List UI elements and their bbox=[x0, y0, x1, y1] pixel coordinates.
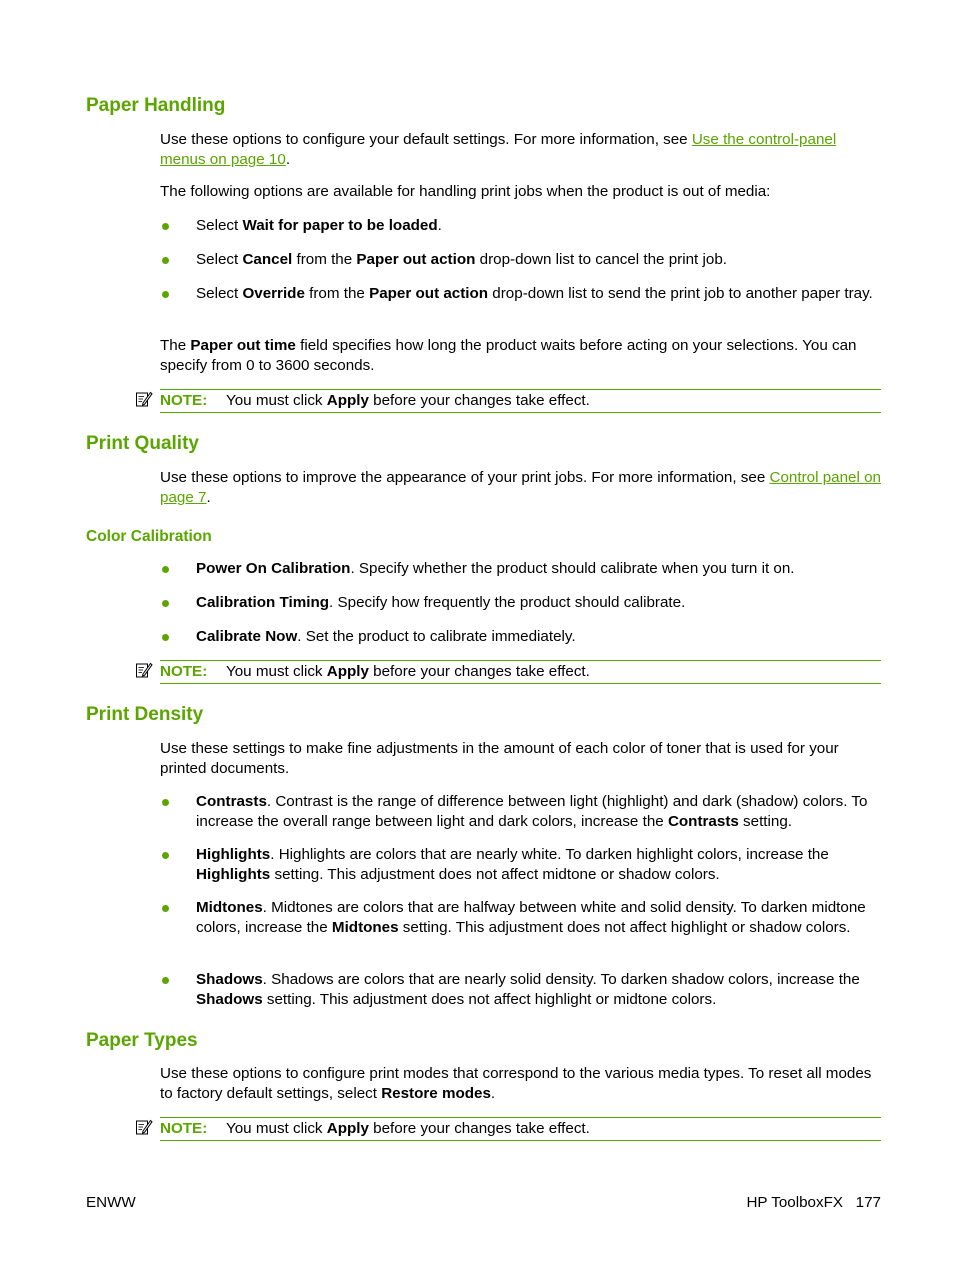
note-box bbox=[160, 1117, 881, 1141]
print-quality-intro bbox=[160, 468, 882, 507]
intro-text: Use these options to improve the appearance of your print jobs. For more information, see bbox=[160, 469, 770, 486]
note-label: NOTE: bbox=[160, 392, 208, 409]
note-box bbox=[160, 660, 881, 684]
bullet-bold: Wait for paper to be loaded bbox=[242, 217, 438, 234]
note-text bbox=[226, 1119, 590, 1139]
note-pencil-icon bbox=[135, 661, 153, 679]
list-item bbox=[160, 898, 882, 937]
bullet-text: . Set the product to calibrate immediately. bbox=[297, 628, 576, 645]
bullet-bold: Power On Calibration bbox=[196, 560, 351, 577]
print-density-intro: Use these settings to make fine adjustments in the amount of each color of toner that is used for your printed documents. bbox=[160, 740, 839, 777]
bullet-bold: Midtones bbox=[196, 899, 263, 916]
link-control-panel[interactable]: Control panel on page 7 bbox=[160, 469, 881, 506]
para-bold: Paper out time bbox=[190, 337, 296, 354]
note-text-post: before your changes take effect. bbox=[368, 1120, 590, 1137]
note-box bbox=[160, 389, 881, 413]
note-text bbox=[226, 662, 590, 682]
bullet-text: Select bbox=[196, 217, 243, 234]
bullet-icon bbox=[162, 905, 169, 912]
heading-color-calibration: Color Calibration bbox=[86, 528, 212, 545]
intro-text: Use these options to configure print modes that correspond to the various media types. To reset all modes to factory default settings, select bbox=[160, 1065, 872, 1102]
bullet-icon bbox=[162, 566, 169, 573]
bullet-bold: Calibrate Now bbox=[196, 628, 298, 645]
bullet-icon bbox=[162, 799, 169, 806]
bullet-icon bbox=[162, 977, 169, 984]
heading-print-density: Print Density bbox=[86, 704, 204, 725]
heading-print-quality: Print Quality bbox=[86, 433, 199, 454]
bullet-bold: Shadows bbox=[196, 971, 263, 988]
bullet-text: . Specify whether the product should calibrate when you turn it on. bbox=[350, 560, 795, 577]
bullet-text: from the bbox=[292, 251, 357, 268]
bullet-icon bbox=[162, 600, 169, 607]
bullet-text: from the bbox=[304, 285, 370, 302]
intro-text: Use these options to configure your default settings. For more information, see bbox=[160, 131, 692, 148]
bullet-bold: Cancel bbox=[242, 251, 293, 268]
note-text-pre: You must click bbox=[226, 663, 327, 680]
bullet-bold: Shadows bbox=[196, 990, 263, 1008]
bullet-icon bbox=[162, 291, 169, 298]
bullet-text: . Midtones are colors that are halfway between white and solid density. To darken midtone colors, increase the bbox=[196, 899, 866, 936]
intro-period: . bbox=[206, 488, 211, 506]
note-text-pre: You must click bbox=[226, 1120, 327, 1137]
bullet-text: setting. This adjustment does not affect highlight or midtone colors. bbox=[262, 990, 717, 1008]
page-number: 177 bbox=[855, 1194, 881, 1211]
bullet-text: . bbox=[437, 217, 442, 234]
intro-bold: Restore modes bbox=[381, 1084, 491, 1102]
para-text: field specifies how long the product waits before acting on your selections. You can specify from 0 to 3600 seconds. bbox=[160, 337, 857, 374]
list-item bbox=[160, 250, 882, 270]
bullet-text: setting. bbox=[738, 812, 793, 830]
note-text-post: before your changes take effect. bbox=[368, 392, 590, 409]
bullet-icon bbox=[162, 257, 169, 264]
list-item bbox=[160, 559, 882, 579]
note-text bbox=[226, 391, 590, 411]
note-bold: Apply bbox=[326, 1120, 369, 1137]
options-intro: The following options are available for handling print jobs when the product is out of media: bbox=[160, 183, 771, 200]
list-item bbox=[160, 216, 882, 236]
footer-right bbox=[746, 1193, 881, 1213]
bullet-icon bbox=[162, 634, 169, 641]
bullet-bold: Paper out action bbox=[356, 251, 476, 268]
list-item bbox=[160, 284, 882, 304]
list-item bbox=[160, 593, 882, 613]
footer-title: HP ToolboxFX bbox=[746, 1194, 843, 1211]
note-text-post: before your changes take effect. bbox=[368, 663, 590, 680]
intro-period: . bbox=[490, 1084, 496, 1102]
paper-types-intro bbox=[160, 1064, 882, 1103]
heading-paper-handling: Paper Handling bbox=[86, 95, 226, 116]
note-pencil-icon bbox=[135, 1118, 153, 1136]
para-text: The bbox=[160, 337, 191, 354]
list-item bbox=[160, 792, 882, 831]
note-label: NOTE: bbox=[160, 1120, 208, 1137]
bullet-text: . Specify how frequently the product should calibrate. bbox=[329, 594, 686, 611]
bullet-text: . Contrast is the range of difference between light (highlight) and dark (shadow) colors. To increase the overall range between light and dark colors, increase the bbox=[196, 793, 868, 830]
footer-left: ENWW bbox=[86, 1194, 136, 1211]
bullet-text: . Highlights are colors that are nearly white. To darken highlight colors, increase the bbox=[270, 846, 829, 863]
bullet-text: Select bbox=[196, 285, 243, 302]
bullet-bold: Midtones bbox=[331, 918, 399, 936]
bullet-text: Select bbox=[196, 251, 243, 268]
list-item bbox=[160, 845, 882, 884]
bullet-icon bbox=[162, 223, 169, 230]
link-control-panel-menus[interactable]: Use the control-panel menus on page 10 bbox=[160, 131, 837, 168]
bullet-bold: Contrasts bbox=[667, 812, 739, 830]
bullet-text: setting. This adjustment does not affect midtone or shadow colors. bbox=[270, 865, 720, 883]
paper-handling-intro bbox=[160, 130, 882, 169]
bullet-bold: Paper out action bbox=[369, 285, 489, 302]
bullet-text: drop-down list to send the print job to another paper tray. bbox=[488, 285, 873, 302]
bullet-bold: Highlights bbox=[196, 865, 271, 883]
note-bold: Apply bbox=[326, 663, 369, 680]
note-text-pre: You must click bbox=[226, 392, 327, 409]
bullet-text: . Shadows are colors that are nearly solid density. To darken shadow colors, increase the bbox=[262, 971, 860, 988]
bullet-bold: Calibration Timing bbox=[196, 594, 330, 611]
list-item bbox=[160, 627, 882, 647]
note-label: NOTE: bbox=[160, 663, 208, 680]
bullet-text: setting. This adjustment does not affect highlight or shadow colors. bbox=[398, 918, 851, 936]
heading-paper-types: Paper Types bbox=[86, 1030, 198, 1051]
bullet-bold: Highlights bbox=[196, 846, 271, 863]
note-bold: Apply bbox=[326, 392, 369, 409]
list-item bbox=[160, 970, 882, 1009]
paper-out-time-paragraph bbox=[160, 336, 882, 375]
intro-period: . bbox=[285, 150, 291, 168]
note-pencil-icon bbox=[135, 390, 153, 408]
bullet-icon bbox=[162, 852, 169, 859]
bullet-bold: Contrasts bbox=[196, 793, 267, 810]
bullet-text: drop-down list to cancel the print job. bbox=[475, 251, 727, 268]
bullet-bold: Override bbox=[242, 285, 305, 302]
